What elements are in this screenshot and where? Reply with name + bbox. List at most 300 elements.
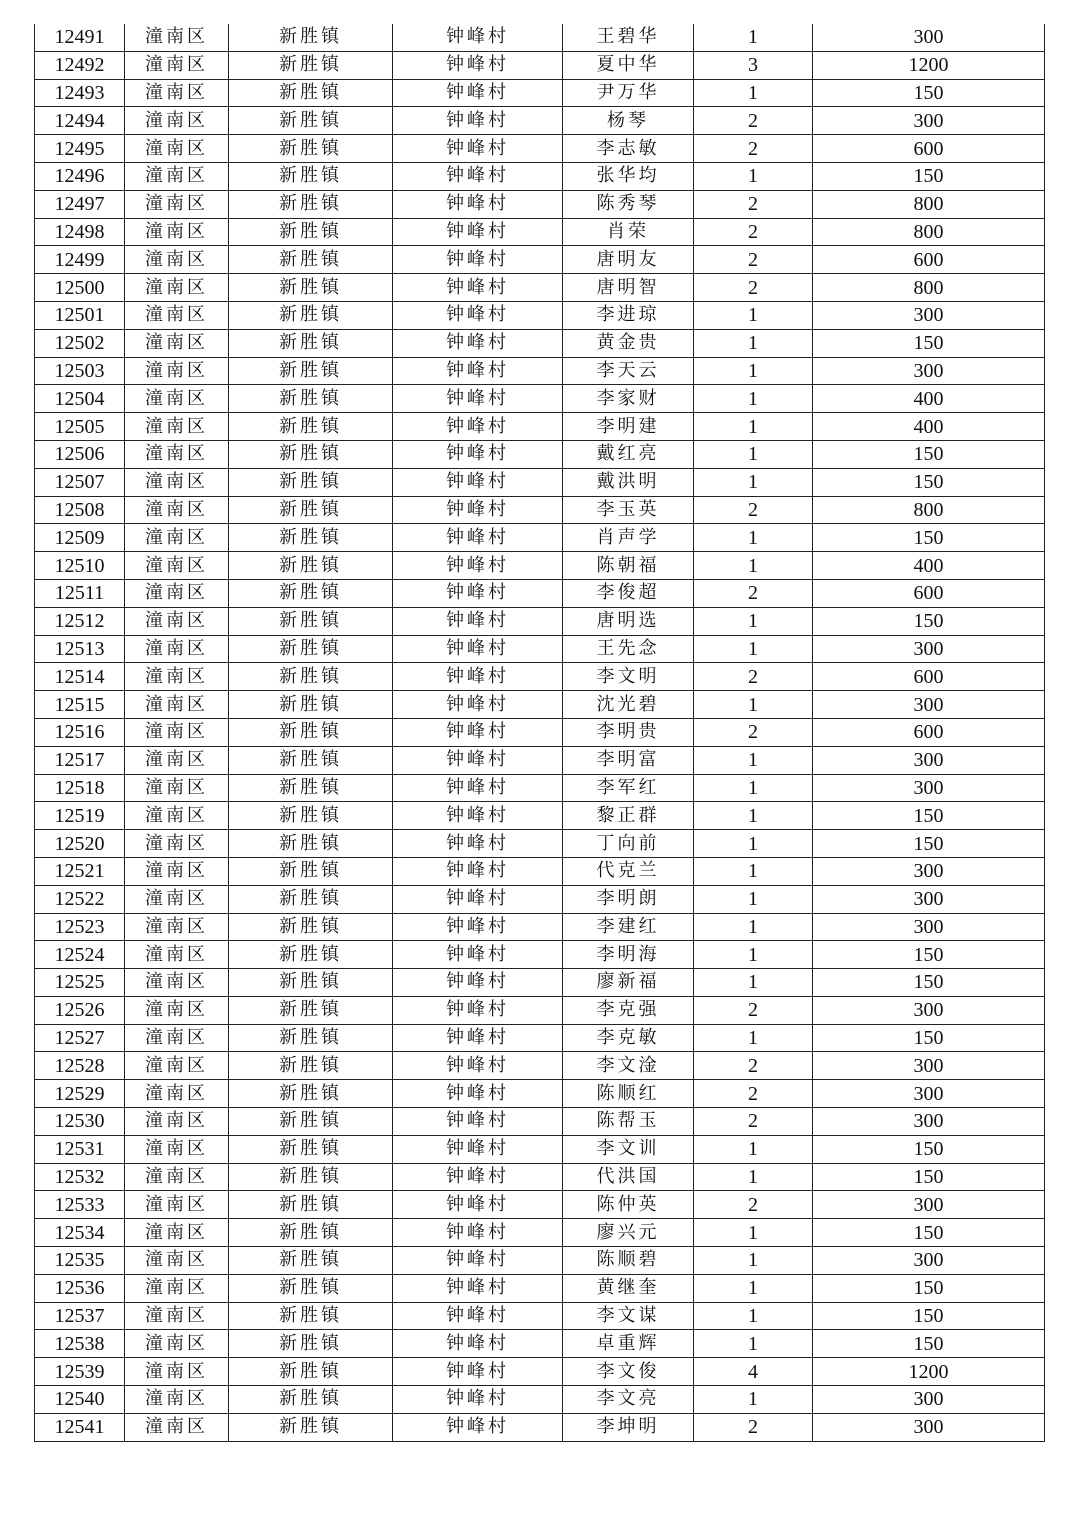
village-cell: 钟峰村 (393, 579, 563, 607)
town-cell: 新胜镇 (229, 218, 393, 246)
table-row (35, 718, 1045, 746)
table-row (35, 1247, 1045, 1275)
amount-cell: 800 (813, 190, 1045, 218)
household-count-cell: 4 (694, 1358, 813, 1386)
row-id-cell: 12534 (35, 1219, 125, 1247)
town-cell: 新胜镇 (229, 579, 393, 607)
name-cell: 杨琴 (563, 107, 694, 135)
household-count-cell: 1 (694, 913, 813, 941)
household-count-cell: 1 (694, 440, 813, 468)
row-id-cell: 12513 (35, 635, 125, 663)
name-cell: 李明建 (563, 413, 694, 441)
district-cell: 潼南区 (125, 996, 229, 1024)
table-row (35, 1108, 1045, 1136)
table-row (35, 1274, 1045, 1302)
table-row (35, 774, 1045, 802)
table-row (35, 1330, 1045, 1358)
amount-cell: 300 (813, 746, 1045, 774)
amount-cell: 300 (813, 24, 1045, 51)
table-row (35, 1219, 1045, 1247)
district-cell: 潼南区 (125, 802, 229, 830)
name-cell: 夏中华 (563, 51, 694, 79)
household-count-cell: 1 (694, 1163, 813, 1191)
district-cell: 潼南区 (125, 79, 229, 107)
name-cell: 李进琼 (563, 301, 694, 329)
town-cell: 新胜镇 (229, 1247, 393, 1275)
household-count-cell: 1 (694, 301, 813, 329)
row-id-cell: 12501 (35, 301, 125, 329)
table-row (35, 468, 1045, 496)
table-row (35, 635, 1045, 663)
town-cell: 新胜镇 (229, 663, 393, 691)
household-count-cell: 1 (694, 1302, 813, 1330)
town-cell: 新胜镇 (229, 830, 393, 858)
row-id-cell: 12527 (35, 1024, 125, 1052)
row-id-cell: 12532 (35, 1163, 125, 1191)
district-cell: 潼南区 (125, 969, 229, 997)
town-cell: 新胜镇 (229, 357, 393, 385)
row-id-cell: 12496 (35, 162, 125, 190)
row-id-cell: 12505 (35, 413, 125, 441)
town-cell: 新胜镇 (229, 802, 393, 830)
village-cell: 钟峰村 (393, 1108, 563, 1136)
amount-cell: 300 (813, 1413, 1045, 1441)
table-row (35, 1052, 1045, 1080)
village-cell: 钟峰村 (393, 830, 563, 858)
village-cell: 钟峰村 (393, 274, 563, 302)
amount-cell: 300 (813, 357, 1045, 385)
village-cell: 钟峰村 (393, 1330, 563, 1358)
amount-cell: 400 (813, 385, 1045, 413)
district-cell: 潼南区 (125, 1108, 229, 1136)
row-id-cell: 12531 (35, 1135, 125, 1163)
household-count-cell: 1 (694, 1219, 813, 1247)
amount-cell: 300 (813, 1108, 1045, 1136)
district-cell: 潼南区 (125, 579, 229, 607)
name-cell: 李玉英 (563, 496, 694, 524)
name-cell: 代克兰 (563, 857, 694, 885)
amount-cell: 150 (813, 468, 1045, 496)
village-cell: 钟峰村 (393, 24, 563, 51)
table-row (35, 941, 1045, 969)
name-cell: 李军红 (563, 774, 694, 802)
village-cell: 钟峰村 (393, 496, 563, 524)
town-cell: 新胜镇 (229, 274, 393, 302)
household-count-cell: 1 (694, 1386, 813, 1414)
row-id-cell: 12509 (35, 524, 125, 552)
amount-cell: 300 (813, 1191, 1045, 1219)
name-cell: 李家财 (563, 385, 694, 413)
town-cell: 新胜镇 (229, 1108, 393, 1136)
table-row (35, 357, 1045, 385)
village-cell: 钟峰村 (393, 357, 563, 385)
name-cell: 王先念 (563, 635, 694, 663)
village-cell: 钟峰村 (393, 718, 563, 746)
name-cell: 李文淦 (563, 1052, 694, 1080)
row-id-cell: 12508 (35, 496, 125, 524)
town-cell: 新胜镇 (229, 996, 393, 1024)
town-cell: 新胜镇 (229, 107, 393, 135)
amount-cell: 600 (813, 718, 1045, 746)
village-cell: 钟峰村 (393, 1274, 563, 1302)
town-cell: 新胜镇 (229, 969, 393, 997)
town-cell: 新胜镇 (229, 913, 393, 941)
amount-cell: 400 (813, 552, 1045, 580)
village-cell: 钟峰村 (393, 440, 563, 468)
name-cell: 尹万华 (563, 79, 694, 107)
amount-cell: 150 (813, 440, 1045, 468)
household-count-cell: 2 (694, 496, 813, 524)
table-row (35, 607, 1045, 635)
row-id-cell: 12506 (35, 440, 125, 468)
village-cell: 钟峰村 (393, 218, 563, 246)
household-count-cell: 1 (694, 857, 813, 885)
village-cell: 钟峰村 (393, 246, 563, 274)
row-id-cell: 12520 (35, 830, 125, 858)
amount-cell: 600 (813, 246, 1045, 274)
row-id-cell: 12525 (35, 969, 125, 997)
district-cell: 潼南区 (125, 24, 229, 51)
village-cell: 钟峰村 (393, 1413, 563, 1441)
village-cell: 钟峰村 (393, 635, 563, 663)
table-row (35, 579, 1045, 607)
town-cell: 新胜镇 (229, 24, 393, 51)
name-cell: 丁向前 (563, 830, 694, 858)
amount-cell: 150 (813, 1135, 1045, 1163)
town-cell: 新胜镇 (229, 635, 393, 663)
village-cell: 钟峰村 (393, 1247, 563, 1275)
row-id-cell: 12539 (35, 1358, 125, 1386)
amount-cell: 300 (813, 635, 1045, 663)
town-cell: 新胜镇 (229, 746, 393, 774)
table-row (35, 329, 1045, 357)
row-id-cell: 12538 (35, 1330, 125, 1358)
town-cell: 新胜镇 (229, 1219, 393, 1247)
town-cell: 新胜镇 (229, 1274, 393, 1302)
village-cell: 钟峰村 (393, 969, 563, 997)
district-cell: 潼南区 (125, 51, 229, 79)
household-count-cell: 2 (694, 1052, 813, 1080)
name-cell: 代洪国 (563, 1163, 694, 1191)
town-cell: 新胜镇 (229, 468, 393, 496)
row-id-cell: 12499 (35, 246, 125, 274)
village-cell: 钟峰村 (393, 1302, 563, 1330)
table-row (35, 385, 1045, 413)
row-id-cell: 12519 (35, 802, 125, 830)
household-count-cell: 1 (694, 413, 813, 441)
town-cell: 新胜镇 (229, 857, 393, 885)
town-cell: 新胜镇 (229, 1135, 393, 1163)
name-cell: 李明富 (563, 746, 694, 774)
row-id-cell: 12524 (35, 941, 125, 969)
table-row (35, 1413, 1045, 1441)
village-cell: 钟峰村 (393, 996, 563, 1024)
household-count-cell: 1 (694, 691, 813, 719)
row-id-cell: 12497 (35, 190, 125, 218)
amount-cell: 300 (813, 1080, 1045, 1108)
table-row (35, 1302, 1045, 1330)
district-cell: 潼南区 (125, 635, 229, 663)
row-id-cell: 12493 (35, 79, 125, 107)
amount-cell: 300 (813, 774, 1045, 802)
name-cell: 黄金贵 (563, 329, 694, 357)
amount-cell: 300 (813, 691, 1045, 719)
village-cell: 钟峰村 (393, 107, 563, 135)
name-cell: 陈朝福 (563, 552, 694, 580)
household-count-cell: 1 (694, 524, 813, 552)
name-cell: 李明贵 (563, 718, 694, 746)
amount-cell: 1200 (813, 1358, 1045, 1386)
table-row (35, 552, 1045, 580)
name-cell: 李建红 (563, 913, 694, 941)
name-cell: 廖兴元 (563, 1219, 694, 1247)
row-id-cell: 12536 (35, 1274, 125, 1302)
amount-cell: 300 (813, 996, 1045, 1024)
town-cell: 新胜镇 (229, 885, 393, 913)
table-row (35, 218, 1045, 246)
name-cell: 李文训 (563, 1135, 694, 1163)
household-count-cell: 1 (694, 635, 813, 663)
amount-cell: 150 (813, 79, 1045, 107)
amount-cell: 150 (813, 802, 1045, 830)
town-cell: 新胜镇 (229, 691, 393, 719)
table-row (35, 885, 1045, 913)
row-id-cell: 12507 (35, 468, 125, 496)
amount-cell: 300 (813, 107, 1045, 135)
amount-cell: 150 (813, 1024, 1045, 1052)
district-cell: 潼南区 (125, 830, 229, 858)
amount-cell: 800 (813, 218, 1045, 246)
row-id-cell: 12541 (35, 1413, 125, 1441)
town-cell: 新胜镇 (229, 1163, 393, 1191)
name-cell: 黎正群 (563, 802, 694, 830)
amount-cell: 150 (813, 1274, 1045, 1302)
table-row (35, 440, 1045, 468)
household-count-cell: 1 (694, 1024, 813, 1052)
household-count-cell: 1 (694, 385, 813, 413)
household-count-cell: 1 (694, 329, 813, 357)
household-count-cell: 2 (694, 1413, 813, 1441)
table-row (35, 1024, 1045, 1052)
table-row (35, 274, 1045, 302)
name-cell: 唐明选 (563, 607, 694, 635)
village-cell: 钟峰村 (393, 913, 563, 941)
household-count-cell: 1 (694, 1274, 813, 1302)
name-cell: 陈帮玉 (563, 1108, 694, 1136)
district-cell: 潼南区 (125, 440, 229, 468)
district-cell: 潼南区 (125, 885, 229, 913)
household-count-cell: 3 (694, 51, 813, 79)
household-count-cell: 2 (694, 1191, 813, 1219)
row-id-cell: 12492 (35, 51, 125, 79)
district-cell: 潼南区 (125, 1080, 229, 1108)
amount-cell: 600 (813, 663, 1045, 691)
district-cell: 潼南区 (125, 1330, 229, 1358)
name-cell: 李文谋 (563, 1302, 694, 1330)
name-cell: 李天云 (563, 357, 694, 385)
town-cell: 新胜镇 (229, 718, 393, 746)
amount-cell: 150 (813, 329, 1045, 357)
amount-cell: 150 (813, 1163, 1045, 1191)
household-count-cell: 2 (694, 579, 813, 607)
name-cell: 李文俊 (563, 1358, 694, 1386)
household-count-cell: 1 (694, 607, 813, 635)
amount-cell: 800 (813, 496, 1045, 524)
household-count-cell: 1 (694, 774, 813, 802)
table-row (35, 1080, 1045, 1108)
household-count-cell: 2 (694, 274, 813, 302)
household-count-cell: 1 (694, 24, 813, 51)
name-cell: 李俊超 (563, 579, 694, 607)
table-row (35, 190, 1045, 218)
household-count-cell: 1 (694, 941, 813, 969)
town-cell: 新胜镇 (229, 1080, 393, 1108)
row-id-cell: 12522 (35, 885, 125, 913)
name-cell: 李坤明 (563, 1413, 694, 1441)
amount-cell: 150 (813, 1330, 1045, 1358)
row-id-cell: 12498 (35, 218, 125, 246)
name-cell: 李明海 (563, 941, 694, 969)
amount-cell: 300 (813, 301, 1045, 329)
district-cell: 潼南区 (125, 329, 229, 357)
household-count-cell: 2 (694, 135, 813, 163)
name-cell: 李明朗 (563, 885, 694, 913)
town-cell: 新胜镇 (229, 496, 393, 524)
town-cell: 新胜镇 (229, 552, 393, 580)
amount-cell: 150 (813, 830, 1045, 858)
village-cell: 钟峰村 (393, 1191, 563, 1219)
row-id-cell: 12530 (35, 1108, 125, 1136)
name-cell: 肖声学 (563, 524, 694, 552)
district-cell: 潼南区 (125, 246, 229, 274)
village-cell: 钟峰村 (393, 468, 563, 496)
town-cell: 新胜镇 (229, 607, 393, 635)
village-cell: 钟峰村 (393, 1386, 563, 1414)
town-cell: 新胜镇 (229, 51, 393, 79)
table-row (35, 246, 1045, 274)
table-row (35, 996, 1045, 1024)
village-cell: 钟峰村 (393, 885, 563, 913)
household-count-cell: 1 (694, 969, 813, 997)
table-row (35, 162, 1045, 190)
household-count-cell: 2 (694, 1108, 813, 1136)
town-cell: 新胜镇 (229, 1413, 393, 1441)
table-row (35, 135, 1045, 163)
town-cell: 新胜镇 (229, 1386, 393, 1414)
town-cell: 新胜镇 (229, 301, 393, 329)
village-cell: 钟峰村 (393, 941, 563, 969)
district-cell: 潼南区 (125, 274, 229, 302)
table-row (35, 830, 1045, 858)
table-row (35, 913, 1045, 941)
amount-cell: 600 (813, 579, 1045, 607)
town-cell: 新胜镇 (229, 162, 393, 190)
row-id-cell: 12518 (35, 774, 125, 802)
household-count-cell: 2 (694, 996, 813, 1024)
district-cell: 潼南区 (125, 1247, 229, 1275)
village-cell: 钟峰村 (393, 190, 563, 218)
name-cell: 李文亮 (563, 1386, 694, 1414)
table-row (35, 24, 1045, 51)
table-row (35, 413, 1045, 441)
amount-cell: 150 (813, 1219, 1045, 1247)
name-cell: 李克敏 (563, 1024, 694, 1052)
household-count-cell: 2 (694, 190, 813, 218)
town-cell: 新胜镇 (229, 79, 393, 107)
row-id-cell: 12504 (35, 385, 125, 413)
name-cell: 戴红亮 (563, 440, 694, 468)
table-row (35, 301, 1045, 329)
district-cell: 潼南区 (125, 913, 229, 941)
district-cell: 潼南区 (125, 857, 229, 885)
name-cell: 唐明智 (563, 274, 694, 302)
amount-cell: 600 (813, 135, 1045, 163)
town-cell: 新胜镇 (229, 941, 393, 969)
row-id-cell: 12523 (35, 913, 125, 941)
table-row (35, 1358, 1045, 1386)
district-cell: 潼南区 (125, 524, 229, 552)
district-cell: 潼南区 (125, 1024, 229, 1052)
row-id-cell: 12503 (35, 357, 125, 385)
town-cell: 新胜镇 (229, 246, 393, 274)
village-cell: 钟峰村 (393, 607, 563, 635)
amount-cell: 400 (813, 413, 1045, 441)
name-cell: 陈仲英 (563, 1191, 694, 1219)
row-id-cell: 12500 (35, 274, 125, 302)
household-count-cell: 2 (694, 1080, 813, 1108)
district-cell: 潼南区 (125, 691, 229, 719)
village-cell: 钟峰村 (393, 162, 563, 190)
household-count-cell: 1 (694, 1135, 813, 1163)
district-cell: 潼南区 (125, 413, 229, 441)
district-cell: 潼南区 (125, 1191, 229, 1219)
household-count-cell: 1 (694, 830, 813, 858)
district-cell: 潼南区 (125, 774, 229, 802)
town-cell: 新胜镇 (229, 1358, 393, 1386)
district-cell: 潼南区 (125, 1274, 229, 1302)
table-body (35, 24, 1045, 1441)
household-count-cell: 2 (694, 663, 813, 691)
village-cell: 钟峰村 (393, 329, 563, 357)
town-cell: 新胜镇 (229, 1024, 393, 1052)
data-table (34, 24, 1045, 1442)
town-cell: 新胜镇 (229, 524, 393, 552)
district-cell: 潼南区 (125, 218, 229, 246)
amount-cell: 150 (813, 969, 1045, 997)
district-cell: 潼南区 (125, 941, 229, 969)
row-id-cell: 12528 (35, 1052, 125, 1080)
table-row (35, 496, 1045, 524)
village-cell: 钟峰村 (393, 413, 563, 441)
district-cell: 潼南区 (125, 1302, 229, 1330)
household-count-cell: 1 (694, 468, 813, 496)
village-cell: 钟峰村 (393, 774, 563, 802)
name-cell: 李克强 (563, 996, 694, 1024)
row-id-cell: 12495 (35, 135, 125, 163)
household-count-cell: 2 (694, 107, 813, 135)
row-id-cell: 12502 (35, 329, 125, 357)
table-row (35, 857, 1045, 885)
district-cell: 潼南区 (125, 1163, 229, 1191)
town-cell: 新胜镇 (229, 385, 393, 413)
district-cell: 潼南区 (125, 162, 229, 190)
district-cell: 潼南区 (125, 468, 229, 496)
amount-cell: 150 (813, 941, 1045, 969)
household-count-cell: 1 (694, 1330, 813, 1358)
row-id-cell: 12512 (35, 607, 125, 635)
amount-cell: 150 (813, 1302, 1045, 1330)
district-cell: 潼南区 (125, 1413, 229, 1441)
